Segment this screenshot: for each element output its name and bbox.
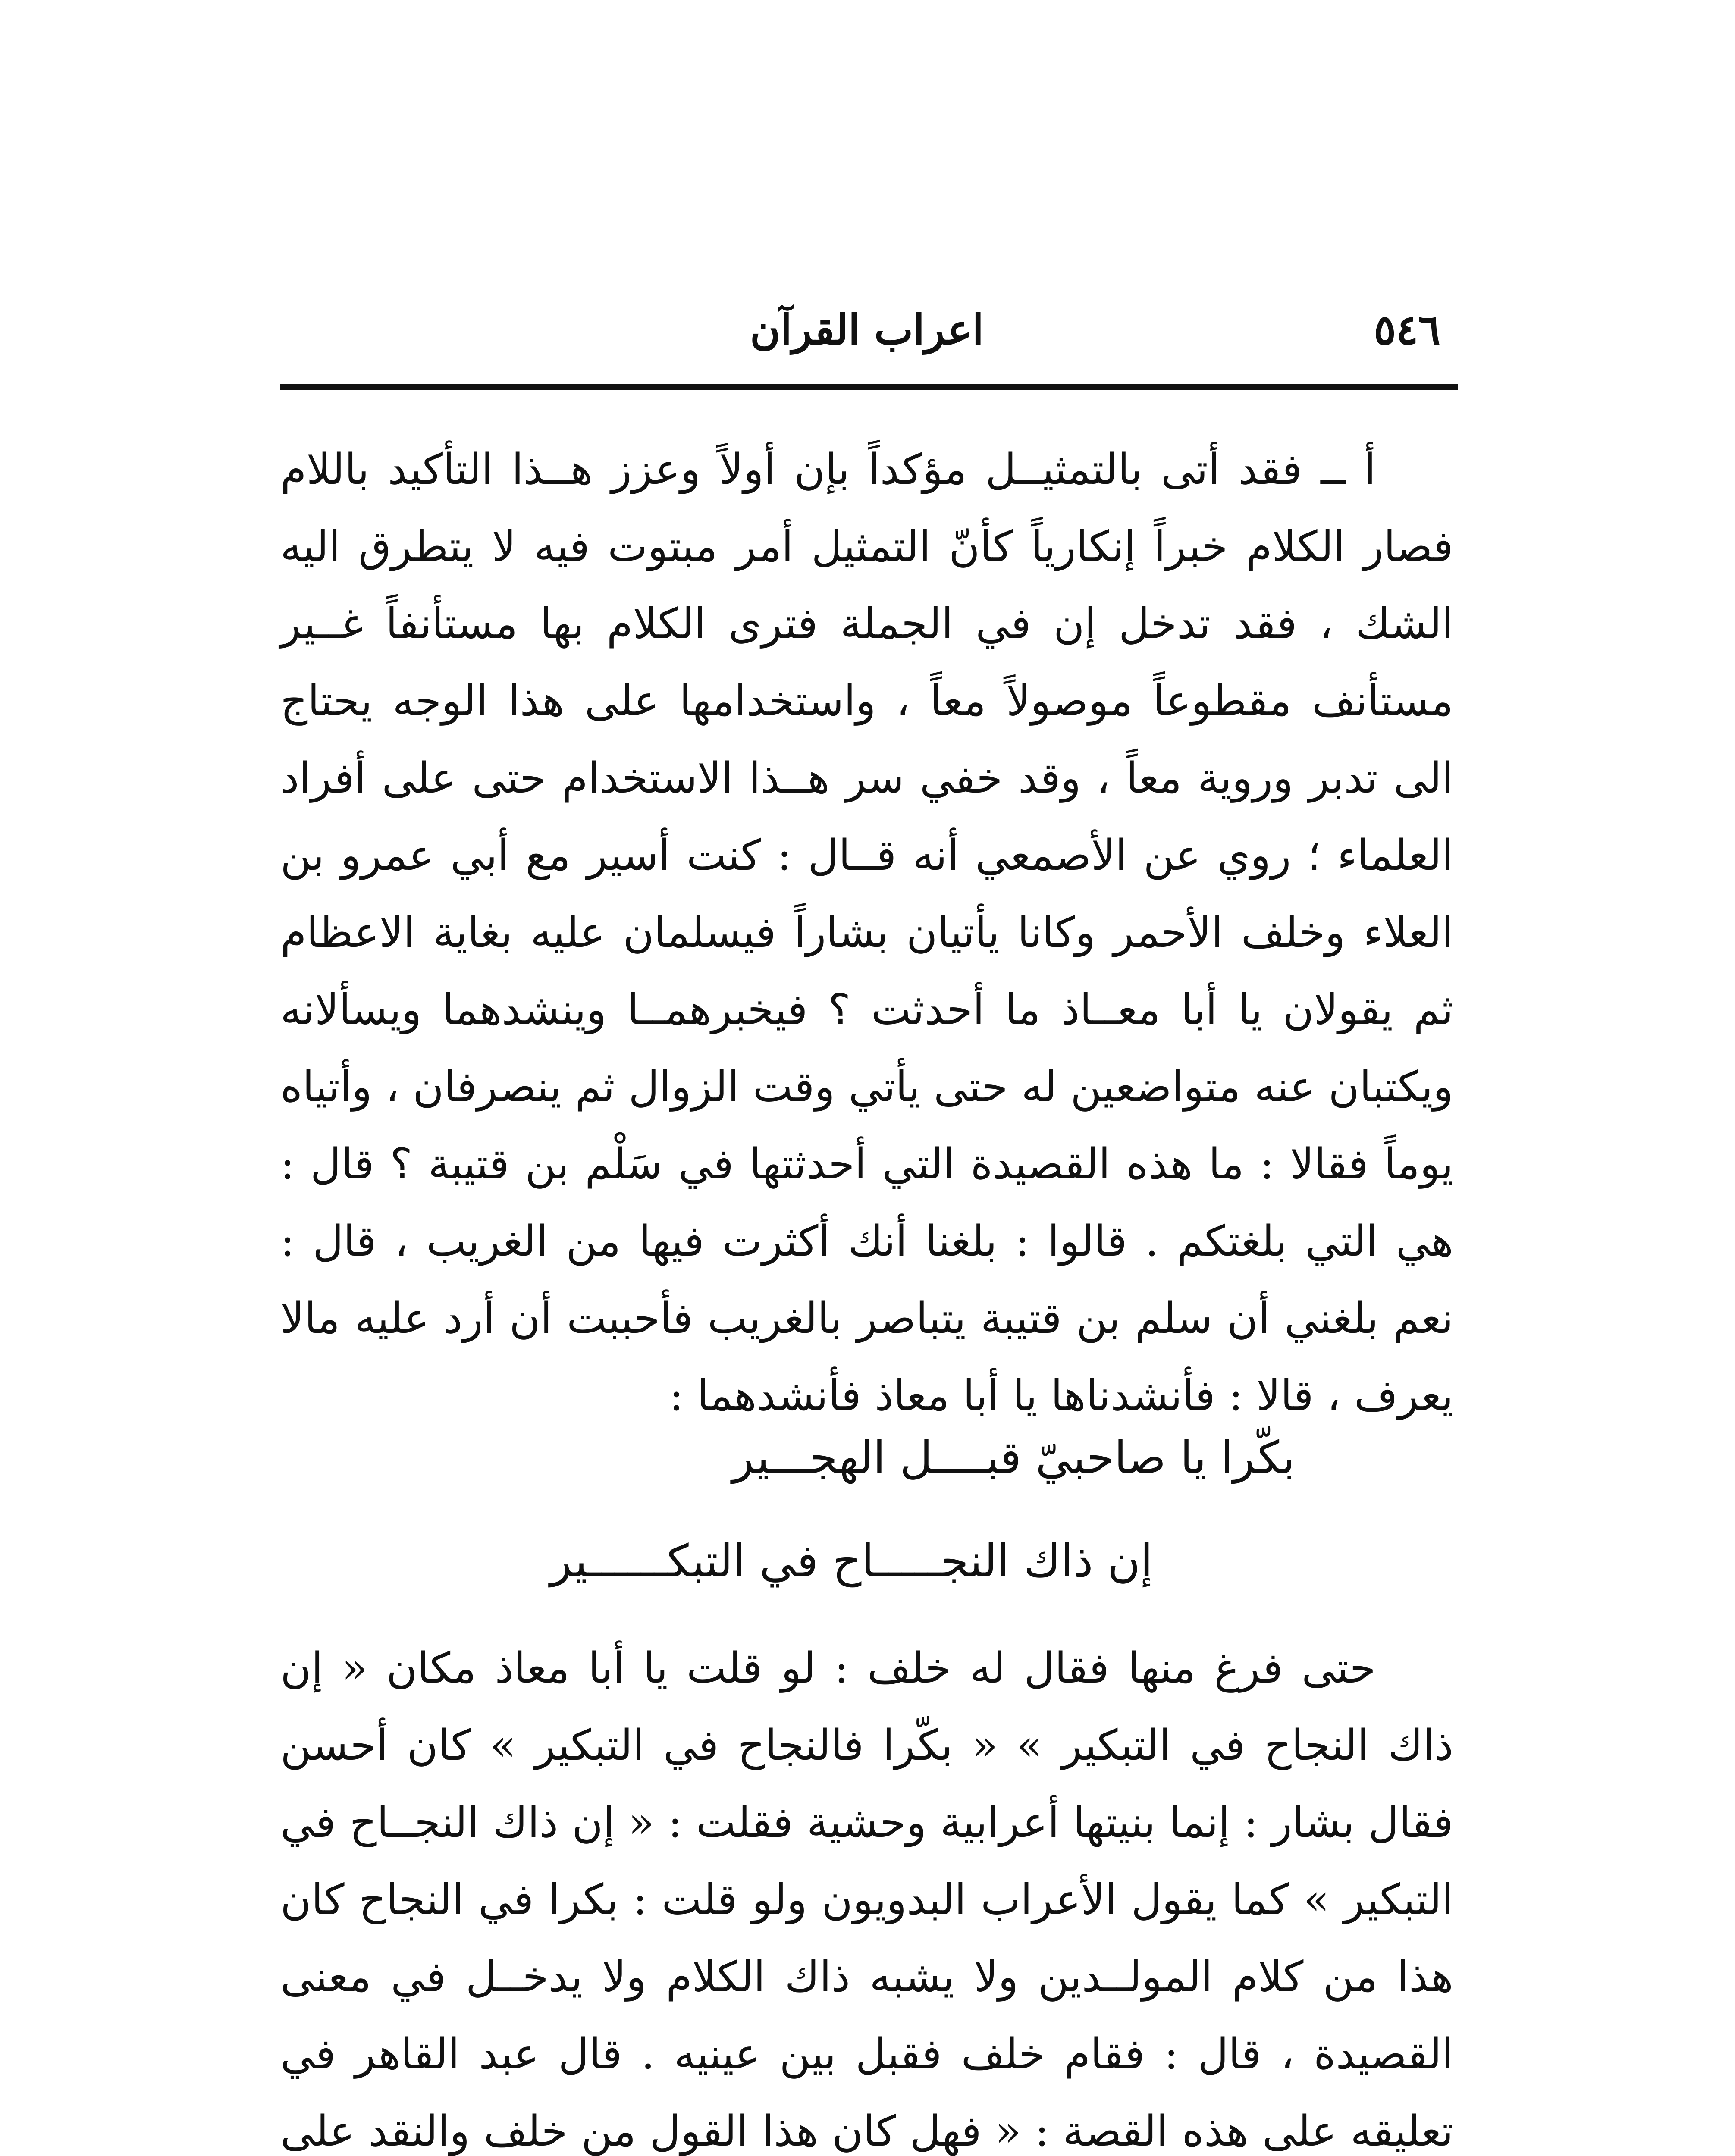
header-rule [280, 384, 1458, 390]
page-header [280, 298, 1453, 362]
running-title: اعراب القرآن [750, 305, 984, 354]
paragraph-1: أ ــ فقد أتى بالتمثيــل مؤكداً بإن أولاً وعزز هــذا التأكيد باللام فصار الكلام خبراً إنكارياً كأنّ التمثيل أمر مبتوت فيه لا يتطرق اليه الشك ، فقد تدخل إن في الجملة فترى الكلام بها مستأنفاً غــير مستأنف مقطوعاً موصولاً معاً ، واستخدامها على هذا الوجه يحتاج الى تدبر وروية معاً ، وقد خفي سر هــذا الاستخدام حتى على أفراد العلماء ؛ روي عن الأصمعي أنه قــال : كنت أسير مع أبي عمرو بن العلاء وخلف الأحمر وكانا يأتيان بشاراً فيسلمان عليه بغاية الاعظام ثم يقولان يا أبا معــاذ ما أحدثت ؟ فيخبرهمــا وينشدهما ويسألانه ويكتبان عنه متواضعين له حتى يأتي وقت الزوال ثم ينصرفان ، وأتياه يوماً فقالا : ما هذه القصيدة التي أحدثتها في سَلْم بن قتيبة ؟ قال : هي التي بلغتكم . قالوا : بلغنا أنك أكثرت فيها من الغريب ، قال : نعم بلغني أن سلم بن قتيبة يتباصر بالغريب فأحببت أن أرد عليه مالا يعرف ، قالا : فأنشدناها يا أبا معاذ فأنشدهما : [280, 445, 1454, 1420]
verse-line-1: بكّرا يا صاحبيّ قبــــل الهجـــير [732, 1431, 1295, 1484]
page-number: ٥٤٦ [1374, 305, 1440, 354]
paragraph-2: حتى فرغ منها فقال له خلف : لو قلت يا أبا معاذ مكان « إن ذاك النجاح في التبكير » « بكّرا فالنجاح في التبكير » كان أحسن فقال بشار : إنما بنيتها أعرابية وحشية فقلت : « إن ذاك النجــاح في التبكير » كما يقول الأعراب البدويون ولو قلت : بكرا في النجاح كان هذا من كلام المولــدين ولا يشبه ذاك الكلام ولا يدخــل في معنى القصيدة ، قال : فقام خلف فقبل بين عينيه . قال عبد القاهر في تعليقه على هذه القصة : « فهل كان هذا القول من خلف والنقد على [280, 1644, 1453, 2156]
verse-line-2: إن ذاك النجـــــاح في التبكــــــير [550, 1535, 1153, 1587]
